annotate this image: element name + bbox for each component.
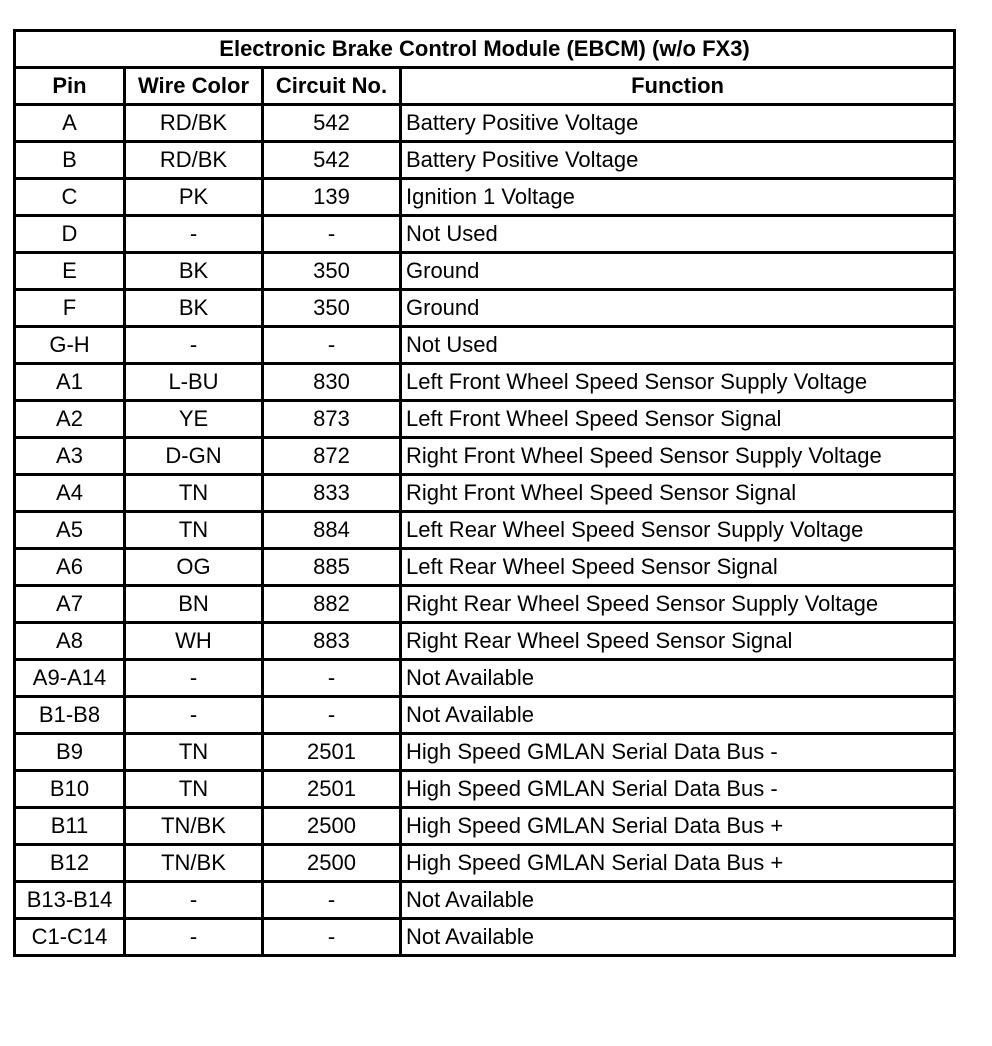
circuit-no-cell: 350	[263, 290, 401, 327]
header-row	[15, 68, 955, 105]
wire-color-cell: YE	[125, 401, 263, 438]
pin-cell: C1-C14	[15, 919, 125, 956]
pin-cell: A9-A14	[15, 660, 125, 697]
circuit-no-cell: 542	[263, 142, 401, 179]
wire-color-cell: TN	[125, 734, 263, 771]
function-cell: Not Available	[401, 697, 955, 734]
wire-color-cell: OG	[125, 549, 263, 586]
header-wire-color: Wire Color	[125, 68, 263, 105]
table-row	[15, 401, 955, 438]
function-cell: High Speed GMLAN Serial Data Bus +	[401, 845, 955, 882]
wire-color-cell: -	[125, 660, 263, 697]
circuit-no-cell: 2501	[263, 771, 401, 808]
function-cell: Right Rear Wheel Speed Sensor Supply Voltage	[401, 586, 955, 623]
pin-cell: F	[15, 290, 125, 327]
function-cell: Right Front Wheel Speed Sensor Signal	[401, 475, 955, 512]
wire-color-cell: -	[125, 327, 263, 364]
pin-cell: A	[15, 105, 125, 142]
pin-cell: A7	[15, 586, 125, 623]
wire-color-cell: BK	[125, 290, 263, 327]
wire-color-cell: TN	[125, 512, 263, 549]
wire-color-cell: -	[125, 882, 263, 919]
wire-color-cell: PK	[125, 179, 263, 216]
pin-cell: B10	[15, 771, 125, 808]
function-cell: Not Available	[401, 660, 955, 697]
function-cell: Not Available	[401, 882, 955, 919]
function-cell: Not Used	[401, 327, 955, 364]
table-row	[15, 919, 955, 956]
table-row	[15, 364, 955, 401]
function-cell: High Speed GMLAN Serial Data Bus +	[401, 808, 955, 845]
table-title: Electronic Brake Control Module (EBCM) (w/o FX3)	[15, 31, 955, 68]
table-row	[15, 105, 955, 142]
function-cell: Ignition 1 Voltage	[401, 179, 955, 216]
table-row	[15, 475, 955, 512]
circuit-no-cell: -	[263, 697, 401, 734]
table-row	[15, 512, 955, 549]
function-cell: Right Front Wheel Speed Sensor Supply Voltage	[401, 438, 955, 475]
circuit-no-cell: 350	[263, 253, 401, 290]
circuit-no-cell: 2501	[263, 734, 401, 771]
wire-color-cell: RD/BK	[125, 105, 263, 142]
pin-cell: B	[15, 142, 125, 179]
circuit-no-cell: 883	[263, 623, 401, 660]
table-row	[15, 327, 955, 364]
table-row	[15, 882, 955, 919]
circuit-no-cell: 872	[263, 438, 401, 475]
circuit-no-cell: 884	[263, 512, 401, 549]
circuit-no-cell: 2500	[263, 845, 401, 882]
circuit-no-cell: 2500	[263, 808, 401, 845]
pin-cell: A3	[15, 438, 125, 475]
wire-color-cell: TN/BK	[125, 808, 263, 845]
table-row	[15, 845, 955, 882]
circuit-no-cell: 873	[263, 401, 401, 438]
table-row	[15, 697, 955, 734]
table-row	[15, 623, 955, 660]
table-row	[15, 549, 955, 586]
function-cell: Left Rear Wheel Speed Sensor Supply Voltage	[401, 512, 955, 549]
pin-cell: A5	[15, 512, 125, 549]
table-row	[15, 216, 955, 253]
function-cell: Ground	[401, 253, 955, 290]
pin-cell: B13-B14	[15, 882, 125, 919]
wire-color-cell: -	[125, 919, 263, 956]
function-cell: Battery Positive Voltage	[401, 105, 955, 142]
wire-color-cell: RD/BK	[125, 142, 263, 179]
pin-cell: B12	[15, 845, 125, 882]
function-cell: Not Used	[401, 216, 955, 253]
wire-color-cell: L-BU	[125, 364, 263, 401]
circuit-no-cell: -	[263, 216, 401, 253]
circuit-no-cell: -	[263, 882, 401, 919]
wire-color-cell: -	[125, 697, 263, 734]
circuit-no-cell: 833	[263, 475, 401, 512]
wire-color-cell: TN/BK	[125, 845, 263, 882]
header-circuit-no: Circuit No.	[263, 68, 401, 105]
function-cell: Right Rear Wheel Speed Sensor Signal	[401, 623, 955, 660]
pin-cell: A8	[15, 623, 125, 660]
pin-cell: D	[15, 216, 125, 253]
wire-color-cell: -	[125, 216, 263, 253]
title-row	[15, 31, 955, 68]
table-row	[15, 290, 955, 327]
function-cell: Left Front Wheel Speed Sensor Supply Voltage	[401, 364, 955, 401]
table-row	[15, 734, 955, 771]
wire-color-cell: TN	[125, 771, 263, 808]
pin-cell: C	[15, 179, 125, 216]
table-row	[15, 808, 955, 845]
table-row	[15, 771, 955, 808]
pin-cell: B11	[15, 808, 125, 845]
function-cell: Ground	[401, 290, 955, 327]
pin-cell: G-H	[15, 327, 125, 364]
function-cell: High Speed GMLAN Serial Data Bus -	[401, 734, 955, 771]
table-row	[15, 586, 955, 623]
table-row	[15, 253, 955, 290]
pin-cell: A1	[15, 364, 125, 401]
circuit-no-cell: 882	[263, 586, 401, 623]
header-pin: Pin	[15, 68, 125, 105]
pin-cell: A2	[15, 401, 125, 438]
wire-color-cell: BN	[125, 586, 263, 623]
function-cell: Left Rear Wheel Speed Sensor Signal	[401, 549, 955, 586]
pin-cell: B9	[15, 734, 125, 771]
circuit-no-cell: -	[263, 919, 401, 956]
wire-color-cell: TN	[125, 475, 263, 512]
pin-cell: E	[15, 253, 125, 290]
function-cell: Not Available	[401, 919, 955, 956]
function-cell: Left Front Wheel Speed Sensor Signal	[401, 401, 955, 438]
circuit-no-cell: 830	[263, 364, 401, 401]
table-row	[15, 142, 955, 179]
table-row	[15, 660, 955, 697]
pinout-table	[13, 29, 956, 957]
table-body	[15, 105, 955, 956]
circuit-no-cell: 885	[263, 549, 401, 586]
circuit-no-cell: -	[263, 660, 401, 697]
table-row	[15, 179, 955, 216]
pin-cell: B1-B8	[15, 697, 125, 734]
pin-cell: A4	[15, 475, 125, 512]
circuit-no-cell: 542	[263, 105, 401, 142]
pin-cell: A6	[15, 549, 125, 586]
wire-color-cell: BK	[125, 253, 263, 290]
function-cell: Battery Positive Voltage	[401, 142, 955, 179]
function-cell: High Speed GMLAN Serial Data Bus -	[401, 771, 955, 808]
wire-color-cell: D-GN	[125, 438, 263, 475]
circuit-no-cell: 139	[263, 179, 401, 216]
circuit-no-cell: -	[263, 327, 401, 364]
table-row	[15, 438, 955, 475]
wire-color-cell: WH	[125, 623, 263, 660]
header-function: Function	[401, 68, 955, 105]
